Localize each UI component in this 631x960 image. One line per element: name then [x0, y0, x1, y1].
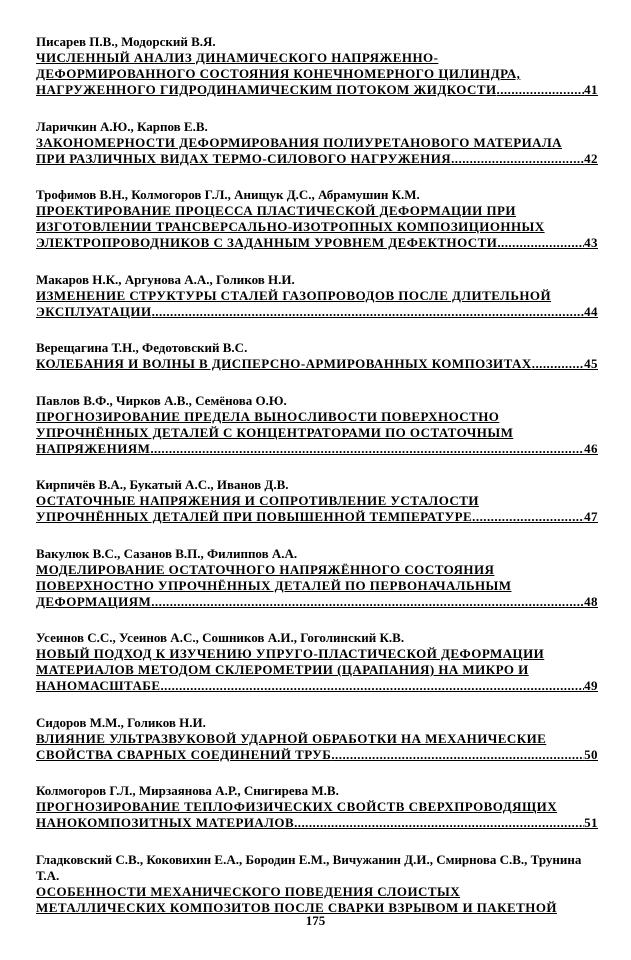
entry-title	[36, 356, 598, 372]
title-line: ЭКСПЛУАТАЦИИ	[36, 303, 152, 319]
leader-dots	[497, 235, 584, 251]
entry-page-number: 42	[584, 150, 598, 166]
title-line: ЧИСЛЕННЫЙ АНАЛИЗ ДИНАМИЧЕСКОГО НАПРЯЖЕННО-	[36, 50, 439, 65]
entry-authors: Трофимов В.Н., Колмогоров Г.Л., Анищук Д.С., Абрамушин К.М.	[36, 187, 420, 202]
title-line: ДЕФОРМАЦИЯМ	[36, 593, 152, 609]
toc-entry	[36, 477, 598, 525]
entry-authors: Гладковский С.В., Коковихин Е.А., Бородин Е.М., Вичужанин Д.И., Смирнова С.В., Трунина Т.А.	[36, 851, 582, 883]
title-line: ДЕФОРМИРОВАННОГО СОСТОЯНИЯ КОНЕЧНОМЕРНОГО ЦИЛИНДРА,	[36, 66, 521, 81]
entry-page-number: 44	[584, 303, 598, 319]
toc-entry	[36, 852, 598, 916]
toc-entry	[36, 340, 598, 372]
title-line: ПРОГНОЗИРОВАНИЕ ТЕПЛОФИЗИЧЕСКИХ СВОЙСТВ СВЕРХПРОВОДЯЩИХ	[36, 799, 558, 814]
entry-page-number: 51	[584, 815, 598, 830]
entry-title	[36, 731, 598, 763]
toc-entry	[36, 630, 598, 694]
entry-page-number: 47	[584, 509, 598, 524]
title-last-line	[36, 441, 598, 457]
entry-authors: Ларичкин А.Ю., Карпов Е.В.	[36, 118, 208, 134]
entry-title	[36, 203, 598, 251]
entry-authors: Павлов В.Ф., Чирков А.В., Семёнова О.Ю.	[36, 392, 287, 408]
entry-authors: Верещагина Т.Н., Федотовский В.С.	[36, 340, 248, 355]
title-last-line	[36, 356, 598, 372]
leader-dots	[150, 441, 584, 457]
title-line: НОВЫЙ ПОДХОД К ИЗУЧЕНИЮ УПРУГО-ПЛАСТИЧЕСКОЙ ДЕФОРМАЦИИ	[36, 646, 545, 661]
toc-entry	[36, 34, 598, 98]
entry-title	[36, 50, 598, 98]
entry-title	[36, 493, 598, 525]
title-line: ИЗГОТОВЛЕНИИ ТРАНСВЕРСАЛЬНО-ИЗОТРОПНЫХ КОМПОЗИЦИОННЫХ	[36, 219, 545, 234]
leader-dots	[294, 815, 584, 831]
entry-title	[36, 562, 598, 610]
title-last-line	[36, 304, 598, 320]
entry-title	[36, 646, 598, 694]
title-line: НАПРЯЖЕНИЯМ	[36, 440, 151, 456]
toc-entry	[36, 546, 598, 610]
title-last-line	[36, 678, 598, 694]
title-last-line	[36, 594, 598, 610]
title-line: ПРОЕКТИРОВАНИЕ ПРОЦЕССА ПЛАСТИЧЕСКОЙ ДЕФОРМАЦИИ ПРИ	[36, 203, 516, 218]
title-last-line	[36, 151, 598, 167]
entry-page-number: 50	[584, 746, 598, 762]
entry-page-number: 41	[584, 82, 598, 97]
title-line: КОЛЕБАНИЯ И ВОЛНЫ В ДИСПЕРСНО-АРМИРОВАННЫХ КОМПОЗИТАХ	[36, 356, 532, 371]
page-number: 175	[305, 913, 326, 928]
title-last-line	[36, 509, 598, 525]
title-line: ОСТАТОЧНЫЕ НАПРЯЖЕНИЯ И СОПРОТИВЛЕНИЕ УСТАЛОСТИ	[36, 493, 479, 508]
title-line: ПРИ РАЗЛИЧНЫХ ВИДАХ ТЕРМО-СИЛОВОГО НАГРУЖЕНИЯ	[36, 150, 452, 166]
toc-entry	[36, 272, 598, 320]
entry-authors: Колмогоров Г.Л., Мирзаянова А.Р., Снигирева М.В.	[36, 783, 339, 798]
entry-title	[36, 884, 598, 916]
entry-authors: Вакулюк В.С., Сазанов В.П., Филиппов А.А.	[36, 545, 298, 561]
leader-dots	[151, 594, 584, 610]
title-line: МОДЕЛИРОВАНИЕ ОСТАТОЧНОГО НАПРЯЖЁННОГО СОСТОЯНИЯ	[36, 561, 495, 577]
title-line: ОСОБЕННОСТИ МЕХАНИЧЕСКОГО ПОВЕДЕНИЯ СЛОИСТЫХ	[36, 883, 461, 899]
title-line: ЗАКОНОМЕРНОСТИ ДЕФОРМИРОВАНИЯ ПОЛИУРЕТАНОВОГО МАТЕРИАЛА	[36, 134, 562, 150]
title-line: ПРОГНОЗИРОВАНИЕ ПРЕДЕЛА ВЫНОСЛИВОСТИ ПОВЕРХНОСТНО	[36, 408, 500, 424]
title-line: МАТЕРИАЛОВ МЕТОДОМ СКЛЕРОМЕТРИИ (ЦАРАПАНИЯ) НА МИКРО И	[36, 662, 529, 677]
entry-page-number: 45	[584, 356, 598, 371]
title-line: ПОВЕРХНОСТНО УПРОЧНЁННЫХ ДЕТАЛЕЙ ПО ПЕРВОНАЧАЛЬНЫМ	[36, 577, 512, 593]
title-last-line	[36, 82, 598, 98]
leader-dots	[331, 747, 584, 763]
entry-authors: Кирпичёв В.А., Букатый А.С., Иванов Д.В.	[36, 477, 289, 492]
title-last-line	[36, 235, 598, 251]
table-of-contents	[36, 34, 598, 936]
title-line: ВЛИЯНИЕ УЛЬТРАЗВУКОВОЙ УДАРНОЙ ОБРАБОТКИ НА МЕХАНИЧЕСКИЕ	[36, 730, 547, 746]
leader-dots	[472, 509, 584, 525]
entry-title	[36, 799, 598, 831]
entry-page-number: 43	[584, 235, 598, 250]
leader-dots	[451, 151, 584, 167]
title-line: МЕТАЛЛИЧЕСКИХ КОМПОЗИТОВ ПОСЛЕ СВАРКИ ВЗРЫВОМ И ПАКЕТНОЙ	[36, 899, 557, 915]
title-line: СВОЙСТВА СВАРНЫХ СОЕДИНЕНИЙ ТРУБ	[36, 746, 332, 762]
toc-entry	[36, 393, 598, 457]
toc-entry	[36, 187, 598, 251]
entry-authors: Писарев П.В., Модорский В.Я.	[36, 34, 216, 49]
entry-title	[36, 409, 598, 457]
title-line: УПРОЧНЁННЫХ ДЕТАЛЕЙ С КОНЦЕНТРАТОРАМИ ПО ОСТАТОЧНЫМ	[36, 424, 514, 440]
entry-authors: Усеинов С.С., Усеинов А.С., Сошников А.И., Гоголинский К.В.	[36, 630, 405, 645]
leader-dots	[497, 82, 585, 98]
entry-page-number: 48	[584, 593, 598, 609]
leader-dots	[532, 356, 584, 372]
title-line: ЭЛЕКТРОПРОВОДНИКОВ С ЗАДАННЫМ УРОВНЕМ ДЕФЕКТНОСТИ	[36, 235, 498, 250]
title-line: НАГРУЖЕННОГО ГИДРОДИНАМИЧЕСКИМ ПОТОКОМ ЖИДКОСТИ	[36, 82, 497, 97]
entry-page-number: 49	[584, 678, 598, 693]
toc-entry	[36, 119, 598, 167]
entry-page-number: 46	[584, 440, 598, 456]
toc-entry	[36, 783, 598, 831]
toc-entry	[36, 715, 598, 763]
title-line: НАНОМАСШТАБЕ	[36, 678, 161, 693]
title-line: НАНОКОМПОЗИТНЫХ МАТЕРИАЛОВ	[36, 815, 295, 830]
leader-dots	[160, 678, 584, 694]
leader-dots	[152, 304, 585, 320]
entry-title	[36, 135, 598, 167]
entry-title	[36, 288, 598, 320]
title-line: ИЗМЕНЕНИЕ СТРУКТУРЫ СТАЛЕЙ ГАЗОПРОВОДОВ ПОСЛЕ ДЛИТЕЛЬНОЙ	[36, 287, 552, 303]
entry-authors: Макаров Н.К., Аргунова А.А., Голиков Н.И.	[36, 271, 295, 287]
entry-authors: Сидоров М.М., Голиков Н.И.	[36, 714, 206, 730]
title-line: УПРОЧНЁННЫХ ДЕТАЛЕЙ ПРИ ПОВЫШЕННОЙ ТЕМПЕРАТУРЕ	[36, 509, 473, 524]
title-last-line	[36, 747, 598, 763]
title-last-line	[36, 815, 598, 831]
